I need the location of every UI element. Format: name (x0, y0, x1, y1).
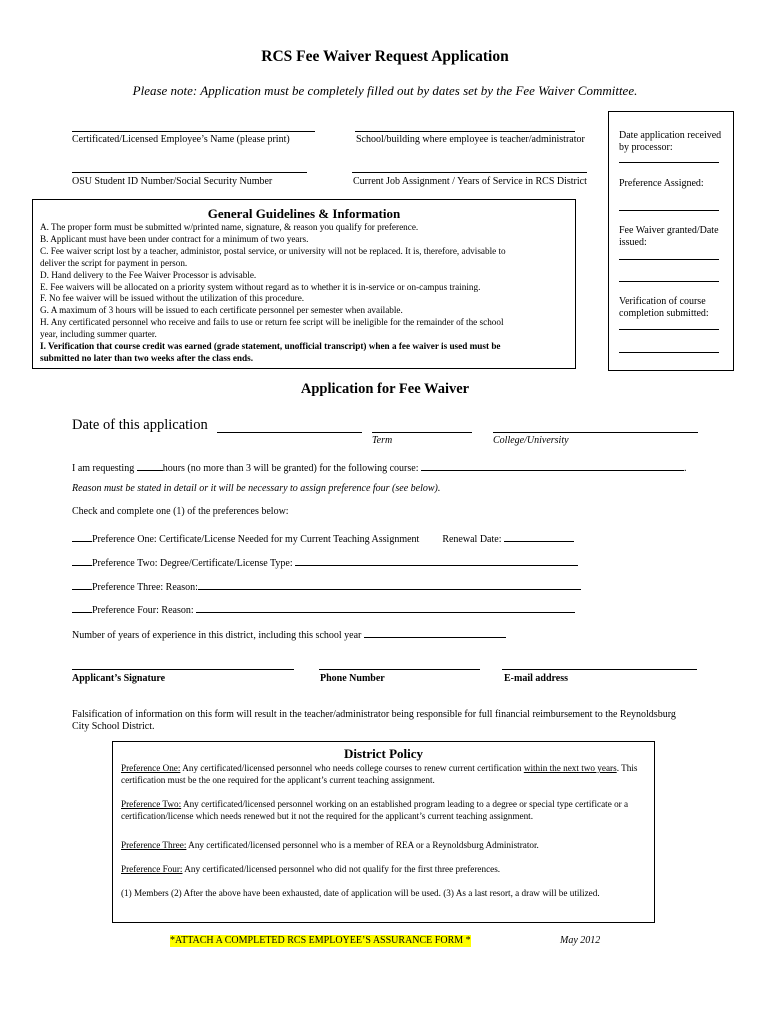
college-label: College/University (493, 435, 569, 446)
requesting-pre: I am requesting (72, 463, 135, 474)
email-label: E-mail address (504, 673, 568, 684)
requesting-period: . (683, 463, 687, 474)
years-field[interactable] (364, 626, 506, 638)
application-heading: Application for Fee Waiver (300, 381, 470, 397)
job-assignment-label: Current Job Assignment / Years of Service in RCS District (353, 176, 587, 187)
phone-line[interactable] (319, 669, 480, 670)
pref3-check[interactable] (72, 578, 92, 590)
date-received-line[interactable] (619, 162, 719, 163)
date-received-label: Date application received by processor: (619, 130, 722, 153)
preference-assigned-label: Preference Assigned: (619, 178, 704, 189)
employee-name-line[interactable] (72, 131, 315, 132)
years-row (72, 626, 506, 642)
term-line[interactable] (372, 432, 472, 433)
employee-name-label: Certificated/Licensed Employee’s Name (please print) (72, 134, 290, 145)
processor-box (608, 111, 734, 371)
falsification-notice: Falsification of information on this form will result in the teacher/administrator being responsible for full financial reimbursement to the Reynoldsburg City School District. (72, 709, 676, 732)
policy-pref1: Preference One: Any certificated/licensed personnel who needs college courses to renew current certification within the next two years. This certification must be the one required for the applicant’s current teaching assignment. (121, 763, 638, 785)
course-field[interactable] (421, 459, 684, 471)
date-of-application-line[interactable] (217, 432, 362, 433)
email-line[interactable] (502, 669, 697, 670)
verification-label: Verification of course completion submitted: (619, 296, 709, 319)
policy-heading: District Policy (343, 746, 424, 761)
school-building-label: School/building where employee is teacher/administrator (356, 134, 585, 145)
policy-pref4: Preference Four: Any certificated/licensed personnel who did not qualify for the first three preferences. (121, 864, 501, 874)
pref4-row (72, 601, 575, 617)
pref4-label: Preference Four: Reason: (92, 605, 194, 616)
guideline-item: H. Any certificated personnel who receive and fails to use or return fee script will be ineligible for the remainder of the school (40, 317, 504, 328)
attach-notice: *ATTACH A COMPLETED RCS EMPLOYEE’S ASSURANCE FORM * (170, 935, 471, 946)
check-label: Check and complete one (1) of the preferences below: (72, 506, 289, 517)
guideline-item: C. Fee waiver script lost by a teacher, administor, postal service, or university will not be replaced. It is, therefore, advisable to (40, 245, 506, 256)
form-date: May 2012 (560, 935, 601, 946)
granted-label: Fee Waiver granted/Date issued: (619, 225, 719, 248)
verification-line-2[interactable] (619, 352, 719, 353)
guideline-item: deliver the script for payment in person. (40, 257, 188, 268)
policy-pref2: Preference Two: Any certificated/licensed personnel working on an established program leading to a degree or special type certificate or a certification/license which needs renewed but it not the required for the applicant’s current teaching assignment. (121, 799, 629, 821)
guidelines-box (32, 199, 576, 369)
guideline-item: A. The proper form must be submitted w/printed name, signature, & reason you qualify for preference. (40, 222, 419, 232)
policy-pref3: Preference Three: Any certificated/licensed personnel who is a member of REA or a Reynoldsburg Administrator. (121, 840, 539, 850)
granted-line-1[interactable] (619, 259, 719, 260)
granted-line-2[interactable] (619, 281, 719, 282)
osu-id-label: OSU Student ID Number/Social Security Number (72, 176, 273, 187)
guideline-item: G. A maximum of 3 hours will be issued to each certificate personnel per semester when available. (40, 305, 403, 316)
years-label: Number of years of experience in this district, including this school year (72, 630, 362, 641)
guideline-item-i-cont: submitted no later than two weeks after the class ends. (40, 352, 254, 363)
guidelines-list (40, 222, 506, 365)
pref2-row (72, 554, 578, 570)
pref1-row (72, 530, 574, 546)
form-title: RCS Fee Waiver Request Application (261, 48, 509, 65)
pref4-field[interactable] (196, 601, 575, 613)
pref1-check[interactable] (72, 530, 92, 542)
hours-field[interactable] (137, 459, 163, 471)
renewal-field[interactable] (504, 530, 574, 542)
school-building-line[interactable] (355, 131, 575, 132)
district-policy-box (112, 741, 655, 923)
pref1-label: Preference One: Certificate/License Needed for my Current Teaching Assignment (92, 534, 420, 545)
term-label: Term (372, 435, 393, 446)
reason-note: Reason must be stated in detail or it will be necessary to assign preference four (see below). (72, 483, 441, 494)
preference-assigned-line[interactable] (619, 210, 719, 211)
pref3-row (72, 578, 581, 594)
guideline-item: F. No fee waiver will be issued without the utilization of this procedure. (40, 293, 305, 304)
guideline-item: B. Applicant must have been under contract for a minimum of two years. (40, 233, 309, 244)
renewal-label: Renewal Date: (442, 534, 502, 545)
guideline-item: E. Fee waivers will be allocated on a priority system without regard as to whether it is in-service or on-campus training. (40, 281, 481, 292)
guideline-item: year, including summer quarter. (40, 329, 157, 340)
verification-line-1[interactable] (619, 329, 719, 330)
pref2-check[interactable] (72, 554, 92, 566)
pref2-label: Preference Two: Degree/Certificate/License Type: (92, 558, 293, 569)
pref4-check[interactable] (72, 601, 92, 613)
guideline-item: D. Hand delivery to the Fee Waiver Processor is advisable. (40, 269, 257, 280)
guidelines-heading: General Guidelines & Information (207, 206, 401, 221)
job-assignment-line[interactable] (352, 172, 587, 173)
requesting-mid: hours (no more than 3 will be granted) for the following course: (162, 463, 419, 474)
pref3-field[interactable] (198, 578, 581, 590)
policy-order: (1) Members (2) After the above have been exhausted, date of application will be used. (3) As a last resort, a draw will be utilized. (121, 888, 600, 898)
guideline-item-i: I. Verification that course credit was earned (grade statement, unofficial transcript) when a fee waiver is used must be (40, 341, 501, 352)
pref2-field[interactable] (295, 554, 578, 566)
phone-label: Phone Number (320, 673, 385, 684)
signature-line[interactable] (72, 669, 294, 670)
form-note: Please note: Application must be completely filled out by dates set by the Fee Waiver Committee. (132, 83, 638, 98)
signature-label: Applicant’s Signature (72, 673, 166, 684)
college-line[interactable] (493, 432, 698, 433)
pref3-label: Preference Three: Reason: (92, 582, 198, 593)
osu-id-line[interactable] (72, 172, 307, 173)
date-of-application-label: Date of this application (72, 417, 208, 433)
requesting-row (72, 459, 686, 475)
